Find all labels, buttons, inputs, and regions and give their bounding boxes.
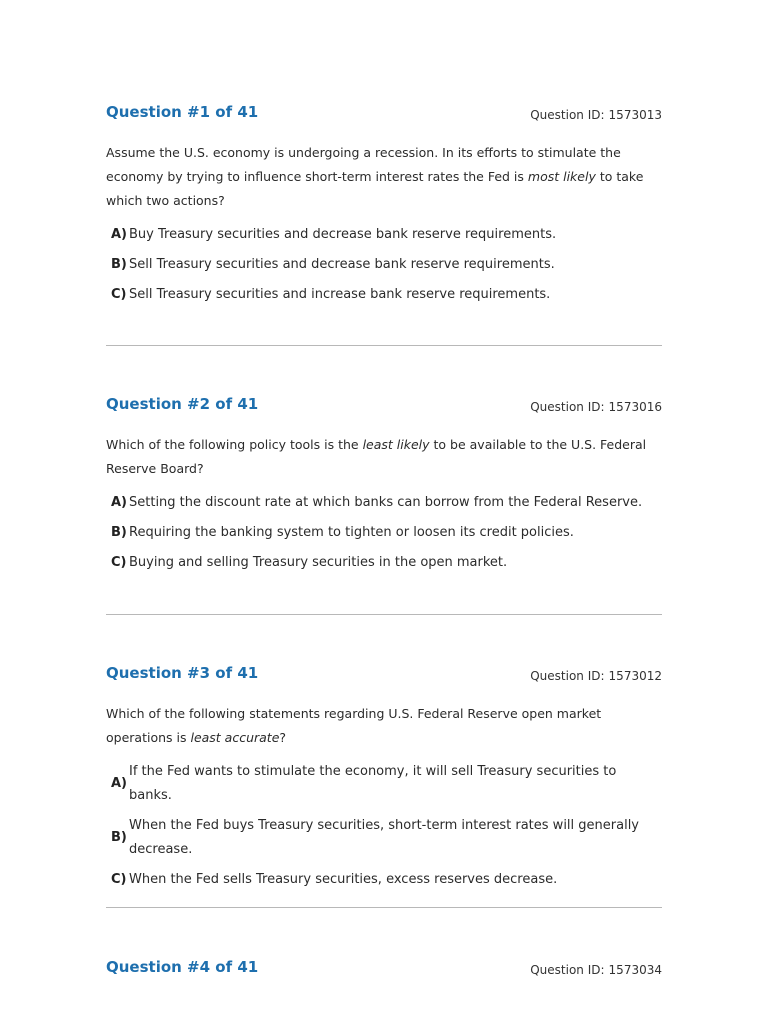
option-text: Setting the discount rate at which banks can borrow from the Federal Reserve. (129, 495, 643, 510)
stem-emphasis: least accurate (190, 730, 280, 745)
stem-text-end: ? (279, 730, 287, 745)
question-title: Question #3 of 41 (106, 664, 259, 682)
answer-option-b[interactable] (106, 814, 662, 862)
answer-option-a[interactable] (106, 223, 662, 247)
question-id (530, 400, 662, 414)
answer-option-a[interactable] (106, 491, 662, 515)
question-title: Question #1 of 41 (106, 103, 259, 121)
stem-emphasis: most likely (527, 169, 596, 184)
stem-text-end: to take which two actions? (106, 169, 644, 208)
option-letter: C) (111, 555, 127, 570)
question-id-value: 1573034 (608, 963, 662, 977)
answer-option-b[interactable] (106, 253, 662, 277)
answer-option-c[interactable] (106, 283, 662, 307)
stem-emphasis: least likely (362, 437, 430, 452)
question-id-value: 1573012 (608, 669, 662, 683)
answer-option-b[interactable] (106, 521, 662, 545)
option-letter: B) (111, 257, 127, 272)
answer-option-c[interactable] (106, 551, 662, 575)
question-block-2 (106, 395, 662, 581)
question-id-value: 1573016 (608, 400, 662, 414)
question-id (530, 963, 662, 977)
question-block-4 (106, 958, 662, 982)
question-title: Question #2 of 41 (106, 395, 259, 413)
question-title: Question #4 of 41 (106, 958, 259, 976)
stem-text: Which of the following policy tools is the (106, 437, 363, 452)
question-id (530, 108, 662, 122)
option-text: When the Fed sells Treasury securities, excess reserves decrease. (129, 872, 558, 887)
question-id-value: 1573013 (608, 108, 662, 122)
stem-text-end: to be available to the U.S. Federal Reserve Board? (106, 437, 647, 476)
option-text: Buying and selling Treasury securities in the open market. (129, 555, 508, 570)
option-letter: A) (111, 495, 128, 510)
option-letter: A) (111, 776, 128, 791)
stem-text: Assume the U.S. economy is undergoing a recession. In its efforts to stimulate the economy by trying to influence short-term interest rates the Fed is (106, 145, 621, 184)
question-divider (106, 907, 662, 908)
question-header (106, 958, 662, 982)
question-id-label: Question ID: (530, 963, 605, 977)
option-text: Requiring the banking system to tighten or loosen its credit policies. (129, 525, 574, 540)
answer-option-c[interactable] (106, 868, 662, 892)
question-header (106, 664, 662, 688)
option-text: If the Fed wants to stimulate the economy, it will sell Treasury securities to banks. (129, 764, 617, 803)
question-block-3 (106, 664, 662, 898)
question-id-label: Question ID: (530, 108, 605, 122)
option-text: Buy Treasury securities and decrease bank reserve requirements. (129, 227, 557, 242)
option-letter: C) (111, 287, 127, 302)
question-id-label: Question ID: (530, 669, 605, 683)
option-letter: C) (111, 872, 127, 887)
option-text: When the Fed buys Treasury securities, short-term interest rates will generally decrease. (129, 818, 640, 857)
question-stem (106, 433, 662, 481)
question-stem (106, 702, 662, 750)
question-divider (106, 345, 662, 346)
answer-options (106, 760, 662, 892)
question-divider (106, 614, 662, 615)
option-letter: B) (111, 830, 127, 845)
question-header (106, 103, 662, 127)
question-header (106, 395, 662, 419)
answer-options (106, 491, 662, 575)
question-id (530, 669, 662, 683)
option-letter: B) (111, 525, 127, 540)
option-letter: A) (111, 227, 128, 242)
question-block-1 (106, 103, 662, 313)
answer-options (106, 223, 662, 307)
question-id-label: Question ID: (530, 400, 605, 414)
question-stem (106, 141, 662, 213)
option-text: Sell Treasury securities and increase bank reserve requirements. (129, 287, 551, 302)
option-text: Sell Treasury securities and decrease bank reserve requirements. (129, 257, 555, 272)
answer-option-a[interactable] (106, 760, 662, 808)
stem-text: Which of the following statements regarding U.S. Federal Reserve open market operations is (106, 706, 602, 745)
